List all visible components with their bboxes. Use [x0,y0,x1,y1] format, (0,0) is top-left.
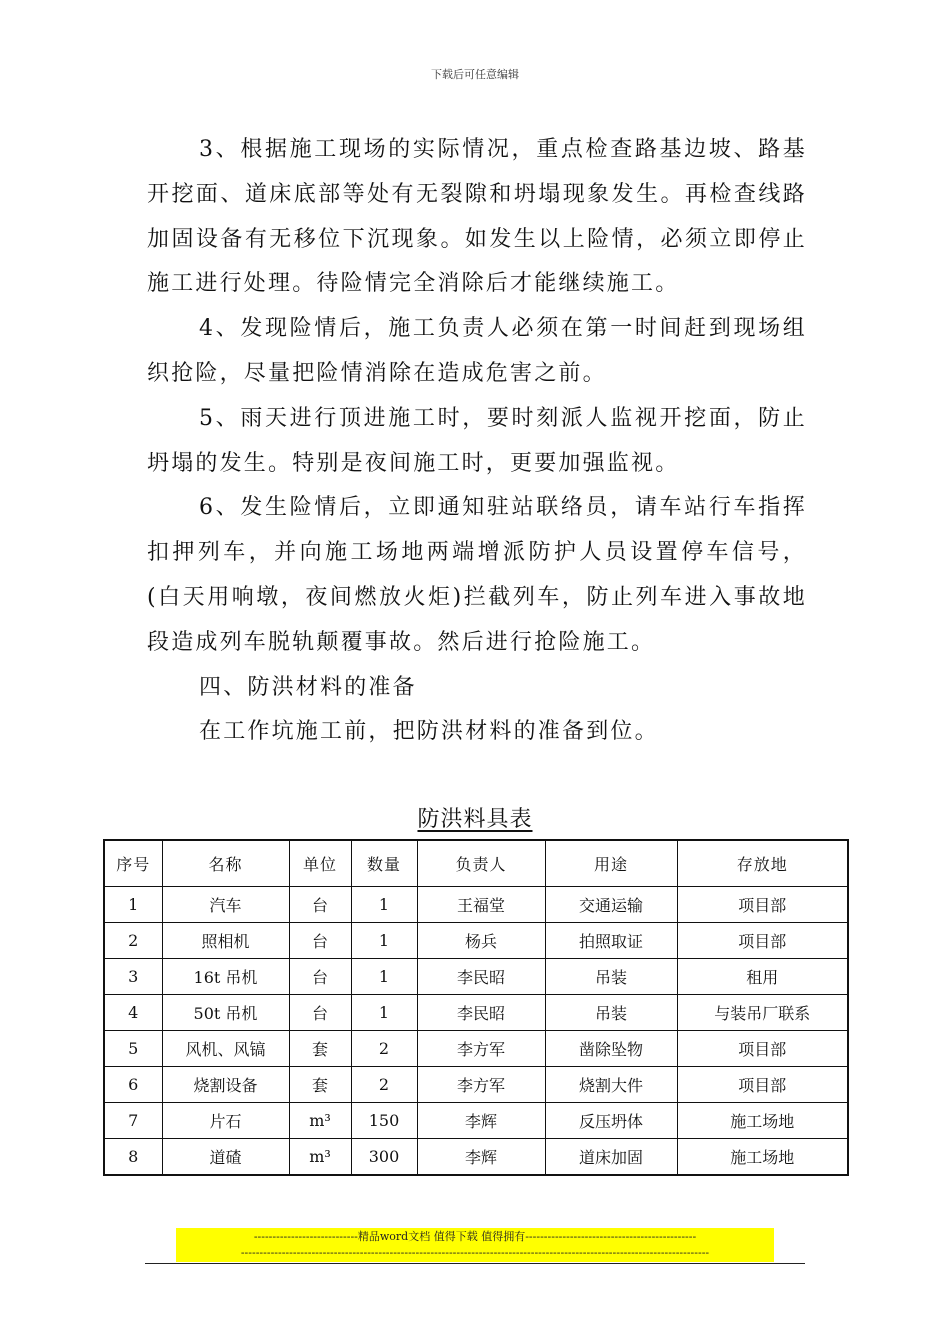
cell-purpose: 拍照取证 [545,923,677,959]
cell-name: 50t 吊机 [162,995,289,1031]
footer-banner [176,1228,774,1262]
table-body [104,887,848,1176]
cell-location: 租用 [677,959,848,995]
cell-unit: m³ [289,1139,351,1176]
cell-purpose: 交通运输 [545,887,677,923]
header-purpose: 用途 [545,840,677,887]
cell-unit: 台 [289,923,351,959]
cell-name: 片石 [162,1103,289,1139]
cell-purpose: 反压坍体 [545,1103,677,1139]
paragraph-prep: 在工作坑施工前，把防洪材料的准备到位。 [199,719,659,745]
cell-purpose: 吊装 [545,959,677,995]
header-note: 下载后可任意编辑 [431,68,519,81]
paragraph-3: 3、根据施工现场的实际情况，重点检查路基边坡、路基开挖面、道床底部等处有无裂隙和坍塌现象发生。再检查线路加固设备有无移位下沉现象。如发生以上险情，必须立即停止施工进行处理。待险情完全消除后才能继续施工。 [147,137,807,297]
cell-name: 烧割设备 [162,1067,289,1103]
paragraph-5: 5、雨天进行顶进施工时，要时刻派人监视开挖面，防止坍塌的发生。特别是夜间施工时，更要加强监视。 [147,405,807,476]
table-row [104,887,848,923]
cell-location: 项目部 [677,923,848,959]
table-row [104,1031,848,1067]
cell-index: 8 [104,1139,162,1176]
cell-name: 道碴 [162,1139,289,1176]
cell-location: 与装吊厂联系 [677,995,848,1031]
cell-index: 5 [104,1031,162,1067]
materials-table [103,839,849,1176]
footer-line-1: ----------------------------精品word文档 值得下载 值得拥有---------------------------------------------- [253,1230,697,1243]
header-name: 名称 [162,840,289,887]
cell-person: 李方军 [417,1067,545,1103]
cell-person: 李方军 [417,1031,545,1067]
cell-quantity: 150 [351,1103,417,1139]
cell-location: 项目部 [677,1031,848,1067]
cell-person: 李辉 [417,1103,545,1139]
cell-index: 2 [104,923,162,959]
cell-person: 王福堂 [417,887,545,923]
cell-purpose: 烧割大件 [545,1067,677,1103]
table-row [104,959,848,995]
cell-unit: m³ [289,1103,351,1139]
cell-index: 1 [104,887,162,923]
cell-unit: 套 [289,1067,351,1103]
header-person: 负责人 [417,840,545,887]
cell-quantity: 1 [351,887,417,923]
cell-index: 7 [104,1103,162,1139]
paragraph-6: 6、发生险情后，立即通知驻站联络员，请车站行车指挥扣押列车，并向施工场地两端增派防护人员设置停车信号，(白天用响墩，夜间燃放火炬)拦截列车，防止列车进入事故地段造成列车脱轨颠覆事故。然后进行抢险施工。 [147,495,807,655]
cell-index: 6 [104,1067,162,1103]
header-location: 存放地 [677,840,848,887]
footer-line-2: ------------------------------------------------------------------------------------------------------------------------------ [240,1246,710,1259]
table-row [104,1139,848,1176]
cell-name: 风机、风镐 [162,1031,289,1067]
cell-unit: 套 [289,1031,351,1067]
cell-unit: 台 [289,887,351,923]
table-row [104,995,848,1031]
cell-index: 3 [104,959,162,995]
table-row [104,923,848,959]
table-row [104,1103,848,1139]
cell-quantity: 1 [351,923,417,959]
cell-person: 李辉 [417,1139,545,1176]
cell-person: 杨兵 [417,923,545,959]
header-index: 序号 [104,840,162,887]
table-header-row [104,840,848,887]
table-title [0,802,950,833]
table-title-text: 防洪料具表 [417,807,533,832]
cell-purpose: 凿除坠物 [545,1031,677,1067]
cell-quantity: 2 [351,1031,417,1067]
header-quantity: 数量 [351,840,417,887]
section-heading: 四、防洪材料的准备 [199,674,417,700]
cell-quantity: 300 [351,1139,417,1176]
cell-purpose: 道床加固 [545,1139,677,1176]
paragraph-4: 4、发现险情后，施工负责人必须在第一时间赶到现场组织抢险，尽量把险情消除在造成危害之前。 [147,316,807,386]
cell-person: 李民昭 [417,959,545,995]
cell-location: 项目部 [677,887,848,923]
header-unit: 单位 [289,840,351,887]
body-text [147,128,807,755]
cell-quantity: 1 [351,959,417,995]
cell-name: 汽车 [162,887,289,923]
footer-rule [145,1263,805,1264]
cell-quantity: 2 [351,1067,417,1103]
cell-index: 4 [104,995,162,1031]
cell-location: 项目部 [677,1067,848,1103]
cell-unit: 台 [289,995,351,1031]
cell-name: 16t 吊机 [162,959,289,995]
cell-name: 照相机 [162,923,289,959]
cell-location: 施工场地 [677,1103,848,1139]
table-row [104,1067,848,1103]
cell-unit: 台 [289,959,351,995]
cell-location: 施工场地 [677,1139,848,1176]
cell-person: 李民昭 [417,995,545,1031]
cell-quantity: 1 [351,995,417,1031]
cell-purpose: 吊装 [545,995,677,1031]
